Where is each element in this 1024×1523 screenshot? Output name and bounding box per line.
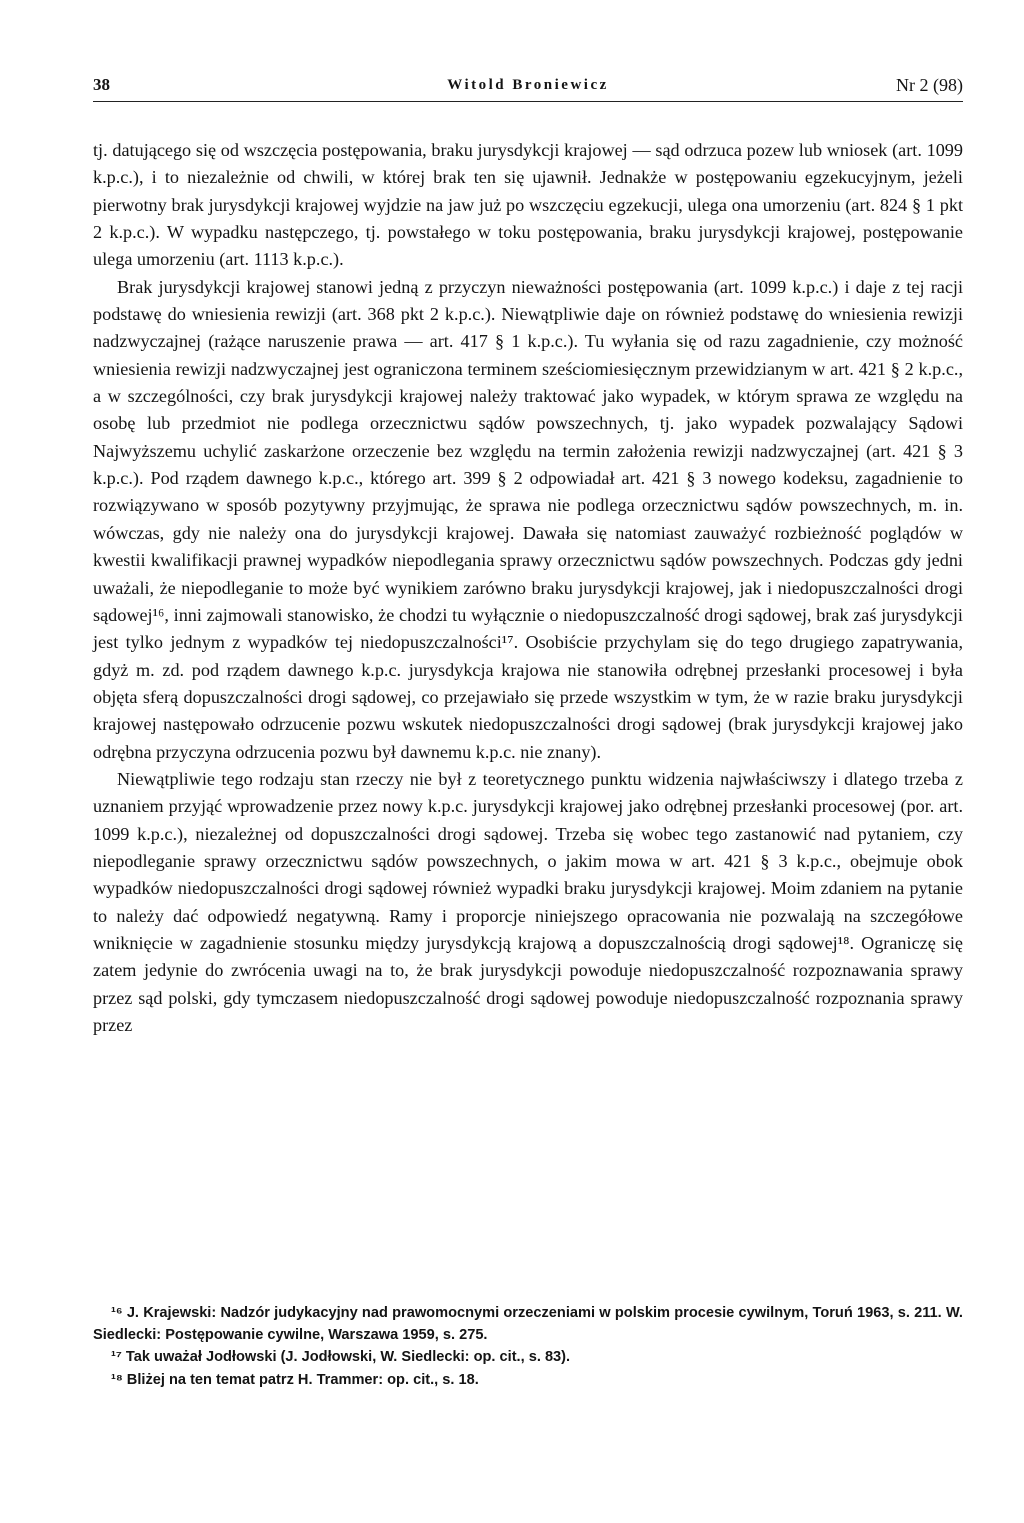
running-author: Witold Broniewicz bbox=[447, 77, 609, 93]
footnotes bbox=[93, 1302, 963, 1391]
issue-number: Nr 2 (98) bbox=[896, 75, 963, 95]
paragraph: Brak jurysdykcji krajowej stanowi jedną z przyczyn nieważności postępowania (art. 1099 k.p.c.) i daje z tej racji podstawę do wniesienia rewizji (art. 368 pkt 2 k.p.c.). Niewątpliwie daje on również podstawę do wniesienia rewizji nadzwyczajnej (rażące naruszenie prawa — art. 417 § 1 k.p.c.). Tu wyłania się od razu zagadnienie, czy możność wniesienia rewizji nadzwyczajnej jest ograniczona terminem sześciomiesięcznym przewidzianym w art. 421 § 2 k.p.c., a w szczególności, czy brak jurysdykcji krajowej należy traktować jako wypadek, w którym sprawa ze względu na osobę lub przedmiot nie podlega orzecznictwu sądów powszechnych, tj. jako wypadek pozwalający Sądowi Najwyższemu uchylić zaskarżone orzeczenie bez względu na termin założenia rewizji nadzwyczajnej (art. 421 § 3 k.p.c.). Pod rządem dawnego k.p.c., którego art. 399 § 2 odpowiadał art. 421 § 3 nowego kodeksu, zagadnienie to rozwiązywano w sposób pozytywny przyjmując, że sprawa nie podlega orzecznictwu sądów powszechnych, m. in. wówczas, gdy nie należy ona do jurysdykcji krajowej. Dawała się natomiast zauważyć rozbieżność poglądów w kwestii kwalifikacji prawnej wypadków niepodlegania sprawy orzecznictwu sądów powszechnych. Podczas gdy jedni uważali, że niepodleganie to może być wynikiem zarówno braku jurysdykcji krajowej, jak i niedopuszczalności drogi sądowej¹⁶, inni zajmowali stanowisko, że chodzi tu wyłącznie o niedopuszczalność drogi sądowej, brak zaś jurysdykcji jest tylko jednym z wypadków tej niedopuszczalności¹⁷. Osobiście przychylam się do tego drugiego zapatrywania, gdyż m. zd. pod rządem dawnego k.p.c. jurysdykcja krajowa nie stanowiła odrębnej przesłanki procesowej i była objęta sferą dopuszczalności drogi sądowej, co przejawiało się przede wszystkim w tym, że w razie braku jurysdykcji krajowej następowało odrzucenie pozwu wskutek niedopuszczalności drogi sądowej (brak jurysdykcji krajowej jako odrębna przyczyna odrzucenia pozwu był dawnemu k.p.c. nie znany). bbox=[93, 276, 963, 762]
footnote-18: ¹⁸ Bliżej na ten temat patrz H. Trammer: op. cit., s. 18. bbox=[111, 1371, 479, 1388]
footnote-17: ¹⁷ Tak uważał Jodłowski (J. Jodłowski, W. Siedlecki: op. cit., s. 83). bbox=[111, 1349, 571, 1366]
paragraph: Niewątpliwie tego rodzaju stan rzeczy nie był z teoretycznego punktu widzenia najwłaściwszy i dlatego trzeba z uznaniem przyjąć wprowadzenie przez nowy k.p.c. jurysdykcji krajowej jako odrębnej przesłanki procesowej (por. art. 1099 k.p.c.), niezależnej od dopuszczalności drogi sądowej. Trzeba się wobec tego zastanowić nad pytaniem, czy niepodleganie sprawy orzecznictwu sądów powszechnych, o jakim mowa w art. 421 § 3 k.p.c., obejmuje obok wypadków niedopuszczalności drogi sądowej również wypadki braku jurysdykcji krajowej. Moim zdaniem na pytanie to należy dać odpowiedź negatywną. Ramy i proporcje niniejszego opracowania nie pozwalają na szczegółowe wniknięcie w zagadnienie stosunku między jurysdykcją krajową a dopuszczalnością drogi sądowej¹⁸. Ograniczę się zatem jedynie do zwrócenia uwagi na to, że brak jurysdykcji powoduje niedopuszczalność rozpoznawania sprawy przez sąd polski, gdy tymczasem niedopuszczalność drogi sądowej powoduje niedopuszczalność rozpoznania sprawy przez bbox=[93, 768, 963, 1035]
footnote-16: ¹⁶ J. Krajewski: Nadzór judykacyjny nad prawomocnymi orzeczeniami w polskim procesie cywilnym, Toruń 1963, s. 211. W. Siedlecki: Postępowanie cywilne, Warszawa 1959, s. 275. bbox=[93, 1305, 963, 1344]
page-number: 38 bbox=[93, 75, 110, 94]
body-text bbox=[93, 137, 963, 1039]
paragraph: tj. datującego się od wszczęcia postępowania, braku jurysdykcji krajowej — sąd odrzuca pozew lub wniosek (art. 1099 k.p.c.), i to niezależnie od chwili, w której brak ten się ujawnił. Jednakże w postępowaniu egzekucyjnym, jeżeli pierwotny brak jurysdykcji krajowej wyjdzie na jaw już po wszczęciu egzekucji, ulega ona umorzeniu (art. 824 § 1 pkt 2 k.p.c.). W wypadku następczego, tj. powstałego w toku postępowania, braku jurysdykcji krajowej, postępowanie ulega umorzeniu (art. 1113 k.p.c.). bbox=[93, 140, 963, 270]
running-header bbox=[93, 75, 963, 102]
